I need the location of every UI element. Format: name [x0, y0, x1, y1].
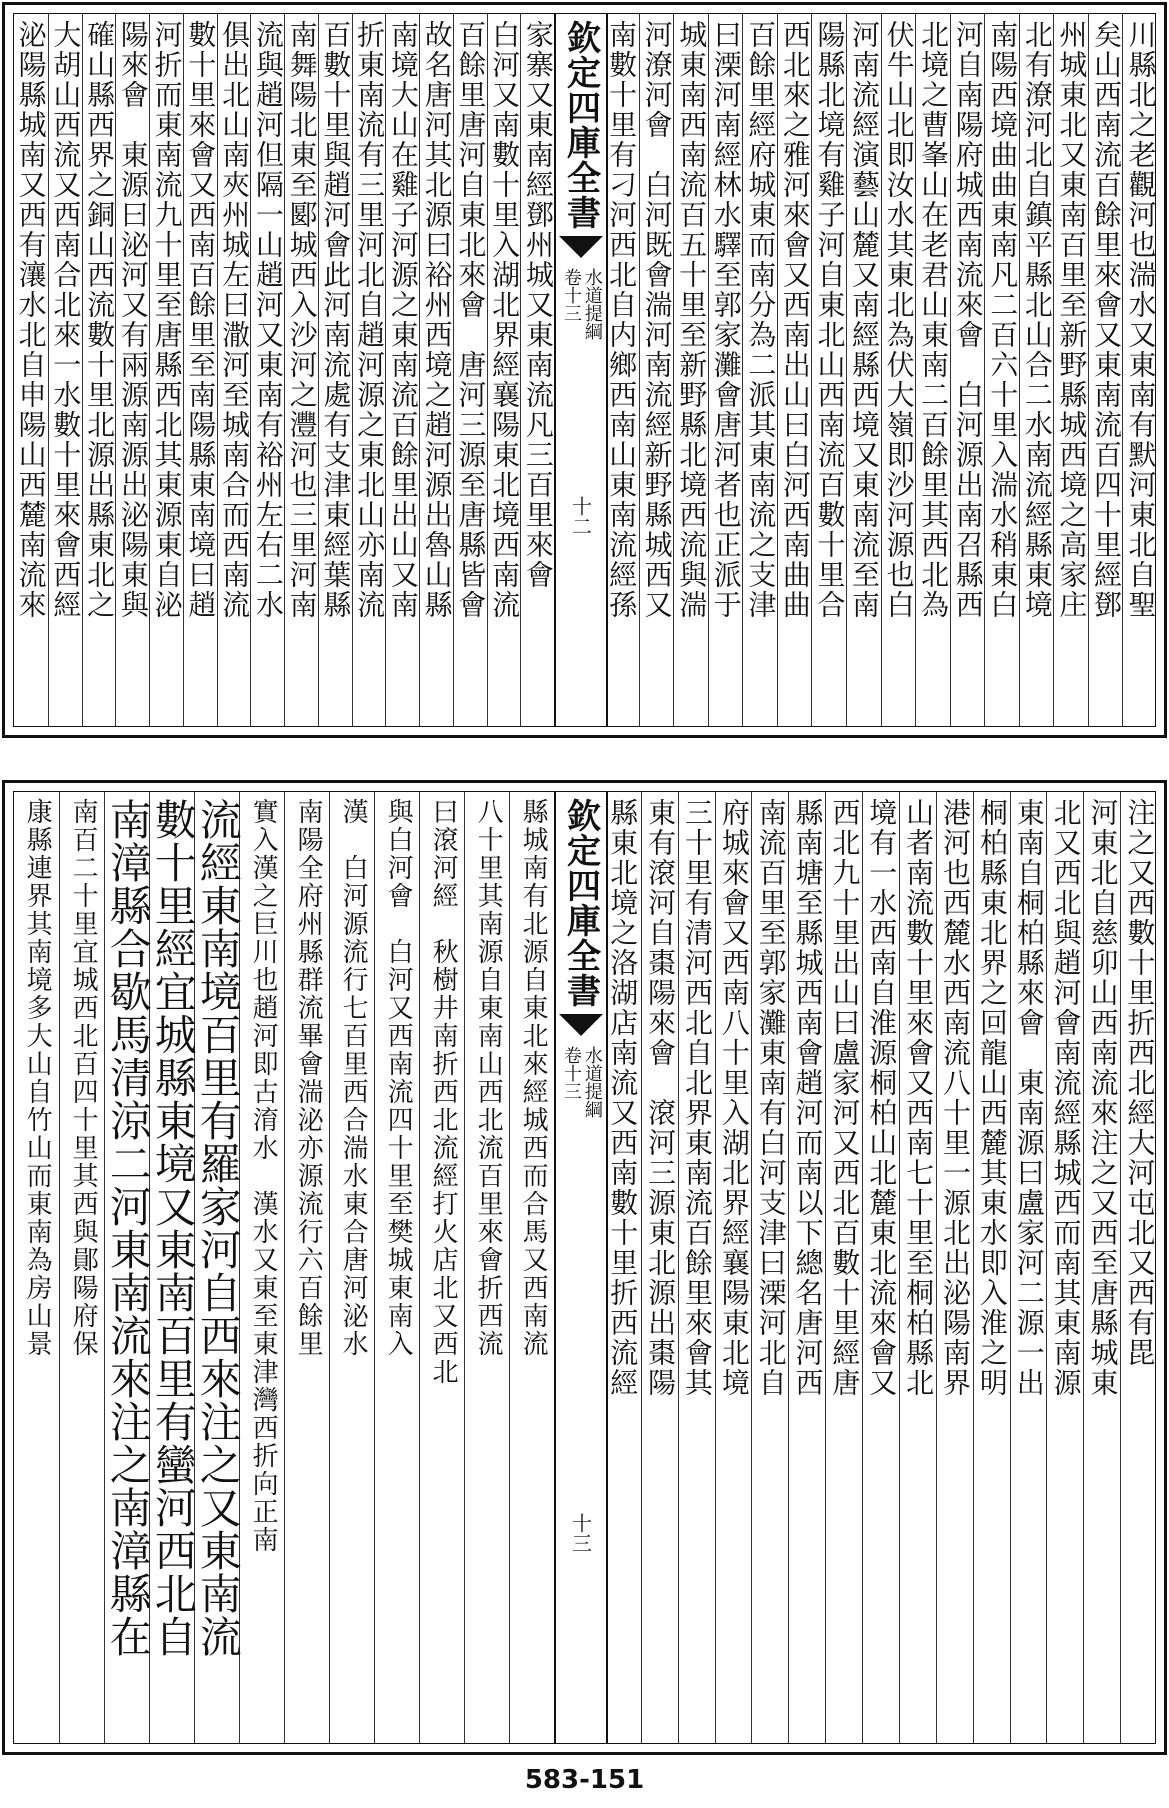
top-page-frame — [13, 13, 1156, 727]
column-text: 矣山西南流百餘里來會又東南流百四十里經鄧 — [1089, 20, 1123, 620]
text-column — [453, 14, 488, 726]
text-column — [487, 14, 522, 726]
text-column — [604, 14, 639, 726]
column-text: 北又西北與趙河會南流經縣城西而南其東南源 — [1049, 798, 1083, 1398]
column-text: 與白河會 白河又西南流四十里至樊城東南入 — [383, 798, 414, 1358]
volume-label: 水道提綱 — [581, 1046, 603, 1118]
column-text: 河自南陽府城西南流來會 白河源出南召縣西 — [951, 20, 985, 620]
column-text: 南數十里有刁河西北自内鄉西南山東南流經孫 — [605, 20, 639, 620]
text-column — [708, 14, 744, 726]
column-text: 州城東北又東南百里至新野縣城西境之高家庄 — [1055, 20, 1089, 620]
column-text: 百餘里唐河自東北來會 唐河三源至唐縣皆會 — [454, 20, 488, 620]
bottom-page-frame — [13, 791, 1156, 1744]
top-page — [2, 2, 1167, 738]
column-text: 境有一水西南自淮源桐柏山北麓東北流來會又 — [865, 798, 899, 1398]
text-column — [1046, 792, 1084, 1743]
column-text: 港河也西麓水西南流八十里一源北出泌陽南界 — [939, 798, 973, 1398]
book-title: 欽定四庫全書 — [560, 20, 601, 230]
column-text: 桐柏縣東北界之回龍山西麓其東水即入淮之明 — [975, 798, 1009, 1398]
column-text: 家寨又東南經鄧州城又東南流凡三百里來會 — [521, 20, 555, 590]
column-text: 東南自桐柏縣來會 東南源曰盧家河二源一出 — [1012, 798, 1046, 1398]
text-column — [678, 792, 716, 1743]
column-text: 河潦河會 白河既會湍河南流經新野縣城西又 — [640, 20, 674, 620]
column-text: 白河又南數十里入湖北界經襄陽東北境西南流 — [488, 20, 522, 620]
column-text: 折東南流有三里河北自趙河源之東北山亦南流 — [353, 20, 387, 620]
text-column — [239, 792, 285, 1743]
text-column — [284, 792, 330, 1743]
column-text: 百餘里經府城東而南分為二派其東南流之支津 — [744, 20, 778, 620]
text-column — [788, 792, 826, 1743]
column-text: 山者南流數十里來會又西南七十里至桐柏縣北 — [902, 798, 936, 1398]
text-column — [1120, 792, 1158, 1743]
column-text: 故名唐河其北源曰裕州西境之趙河源出魯山縣 — [420, 20, 454, 620]
volume-label: 水道提綱 — [581, 268, 603, 340]
text-column — [329, 792, 375, 1743]
text-column — [385, 14, 420, 726]
fish-tail-mark-icon — [559, 1014, 603, 1036]
text-column — [82, 14, 117, 726]
folio-number: 十三 — [568, 1513, 593, 1553]
book-title: 欽定四庫全書 — [560, 798, 601, 1008]
text-column — [862, 792, 900, 1743]
text-column — [217, 14, 252, 726]
text-column — [881, 14, 917, 726]
text-column — [464, 792, 510, 1743]
column-text: 陽來會 東源曰泌河又有兩源南源出泌陽東與 — [116, 20, 150, 620]
column-text: 曰滾河經 秋樹井南折西北流經打火店北又西北 — [428, 798, 459, 1386]
column-text: 西北來之雅河來會又西南出山曰白河西南曲曲 — [778, 20, 812, 620]
text-column — [115, 14, 150, 726]
text-column — [984, 14, 1020, 726]
text-column — [1010, 792, 1048, 1743]
column-text: 流與趙河但隔一山趙河又東南有裕州左右二水 — [251, 20, 285, 620]
column-text: 北有潦河北自鎮平縣北山合二水南流經縣東境 — [1020, 20, 1054, 620]
text-column — [899, 792, 937, 1743]
column-text: 河折而東南流九十里至唐縣西北其東源東自泌 — [150, 20, 184, 620]
volume-label: 卷十三 — [561, 268, 582, 322]
fish-tail-mark-icon — [559, 236, 603, 258]
column-text: 伏牛山北即汝水其東北為伏大嶺即沙河源也白 — [882, 20, 916, 620]
column-text: 百數十里與趙河會此河南流處有支津東經葉縣 — [319, 20, 353, 620]
text-column — [641, 792, 679, 1743]
text-column — [673, 14, 709, 726]
center-fold-strip — [554, 792, 608, 1743]
text-column — [48, 14, 83, 726]
column-text: 南境大山在雞子河源之東南流百餘里出山又南 — [386, 20, 420, 620]
text-column — [715, 792, 753, 1743]
text-column — [509, 792, 555, 1743]
text-column — [193, 792, 243, 1743]
text-column — [520, 14, 555, 726]
text-column — [973, 792, 1011, 1743]
text-column — [284, 14, 319, 726]
column-text: 川縣北之老觀河也湍水又東南有默河東北自聖 — [1124, 20, 1158, 620]
text-column — [352, 14, 387, 726]
column-text: 確山縣西界之銅山西流數十里北源出縣東北之 — [83, 20, 117, 620]
text-column — [14, 792, 59, 1743]
text-column — [936, 792, 974, 1743]
column-text: 西北九十里出山曰盧家河又西北百數十里經唐 — [828, 798, 862, 1398]
text-column — [1019, 14, 1055, 726]
column-text: 俱出北山南夾州城左曰潵河至城南合而西南流 — [218, 20, 252, 620]
column-text: 漢 白河源流行七百里西合湍水東合唐河泌水 — [338, 798, 369, 1358]
column-text: 數十里經宜城縣東境又東南百里有蠻河西北自 — [148, 798, 198, 1658]
column-text: 府城來會又西南八十里入湖北界經襄陽東北境 — [717, 798, 751, 1398]
column-text: 南百二十里宜城西北百四十里其西與鄖陽府保 — [68, 798, 99, 1358]
column-text: 縣南塘至縣城西南會趙河而南以下總名唐河西 — [791, 798, 825, 1398]
text-column — [14, 14, 48, 726]
text-column — [604, 792, 641, 1743]
text-column — [825, 792, 863, 1743]
text-column — [811, 14, 847, 726]
column-text: 流經東南境百里有羅家河自西來注之又東南流 — [193, 798, 243, 1658]
text-column — [1122, 14, 1158, 726]
text-column — [846, 14, 882, 726]
bottom-page — [2, 780, 1167, 1755]
text-column — [59, 792, 105, 1743]
column-text: 南陽全府州縣群流畢會湍泌亦源流行六百餘里 — [293, 798, 324, 1358]
column-text: 南漳縣合歇馬清涼二河東南流來注之南漳縣在 — [103, 798, 153, 1658]
text-column — [950, 14, 986, 726]
text-column — [148, 792, 198, 1743]
column-text: 康縣連界其南境多大山自竹山而東南為房山景 — [22, 798, 53, 1358]
text-column — [751, 792, 789, 1743]
text-column — [742, 14, 778, 726]
column-text: 縣東北境之洛湖店南流又西南數十里折西流經 — [606, 798, 640, 1398]
column-text: 北境之曹峯山在老君山東南二百餘里其西北為 — [917, 20, 951, 620]
text-column — [1083, 792, 1121, 1743]
column-text: 南舞陽北東至郾城西入沙河之灃河也三里河南 — [285, 20, 319, 620]
column-text: 實入漢之巨川也趙河即古淯水 漢水又東至東津灣西折向正南 — [248, 798, 279, 1554]
folio-number: 十二 — [568, 496, 593, 536]
page-footer-number: 583-151 — [524, 1765, 645, 1795]
text-column — [318, 14, 353, 726]
text-column — [419, 792, 465, 1743]
volume-label: 卷十三 — [561, 1046, 582, 1100]
text-column — [374, 792, 420, 1743]
text-column — [149, 14, 184, 726]
text-column — [639, 14, 675, 726]
column-text: 八十里其南源自東南山西北流百里來會折西流 — [473, 798, 504, 1358]
column-text: 陽縣北境有雞子河自東北山西南流百數十里合 — [813, 20, 847, 620]
column-text: 河南流經演藝山麓又南經縣西境又東南流至南 — [848, 20, 882, 620]
column-text: 數十里來會又西南百餘里至南陽縣東南境曰趙 — [184, 20, 218, 620]
text-column — [1053, 14, 1089, 726]
text-column — [915, 14, 951, 726]
column-text: 東有滾河自棗陽來會 滾河三源東北源出棗陽 — [644, 798, 678, 1398]
column-text: 南流百里至郭家灘東南有白河支津曰溧河北自 — [754, 798, 788, 1398]
text-column — [250, 14, 285, 726]
column-text: 曰溧河南經林水驛至郭家灘會唐河者也正派于 — [709, 20, 743, 620]
column-text: 泌陽縣城南又西有瀼水北自申陽山西麓南流來 — [14, 20, 48, 620]
center-fold-strip — [554, 14, 608, 726]
column-text: 南陽西境曲曲東南凡二百六十里入湍水稍東白 — [986, 20, 1020, 620]
column-text: 注之又西數十里折西北經大河屯北又西有毘 — [1123, 798, 1157, 1368]
column-text: 三十里有清河西北自北界東南流百餘里來會其 — [680, 798, 714, 1398]
text-column — [183, 14, 218, 726]
text-column — [777, 14, 813, 726]
column-text: 縣城南有北源自東北來經城西而合馬又西南流 — [518, 798, 549, 1358]
text-column — [103, 792, 153, 1743]
column-text: 河東北自慈卯山西南流來注之又西至唐縣城東 — [1086, 798, 1120, 1398]
column-text: 城東南西南流百五十里至新野縣北境西流與湍 — [675, 20, 709, 620]
text-column — [419, 14, 454, 726]
text-column — [1088, 14, 1124, 726]
column-text: 大胡山西流又西南合北來一水數十里來會西經 — [49, 20, 83, 620]
